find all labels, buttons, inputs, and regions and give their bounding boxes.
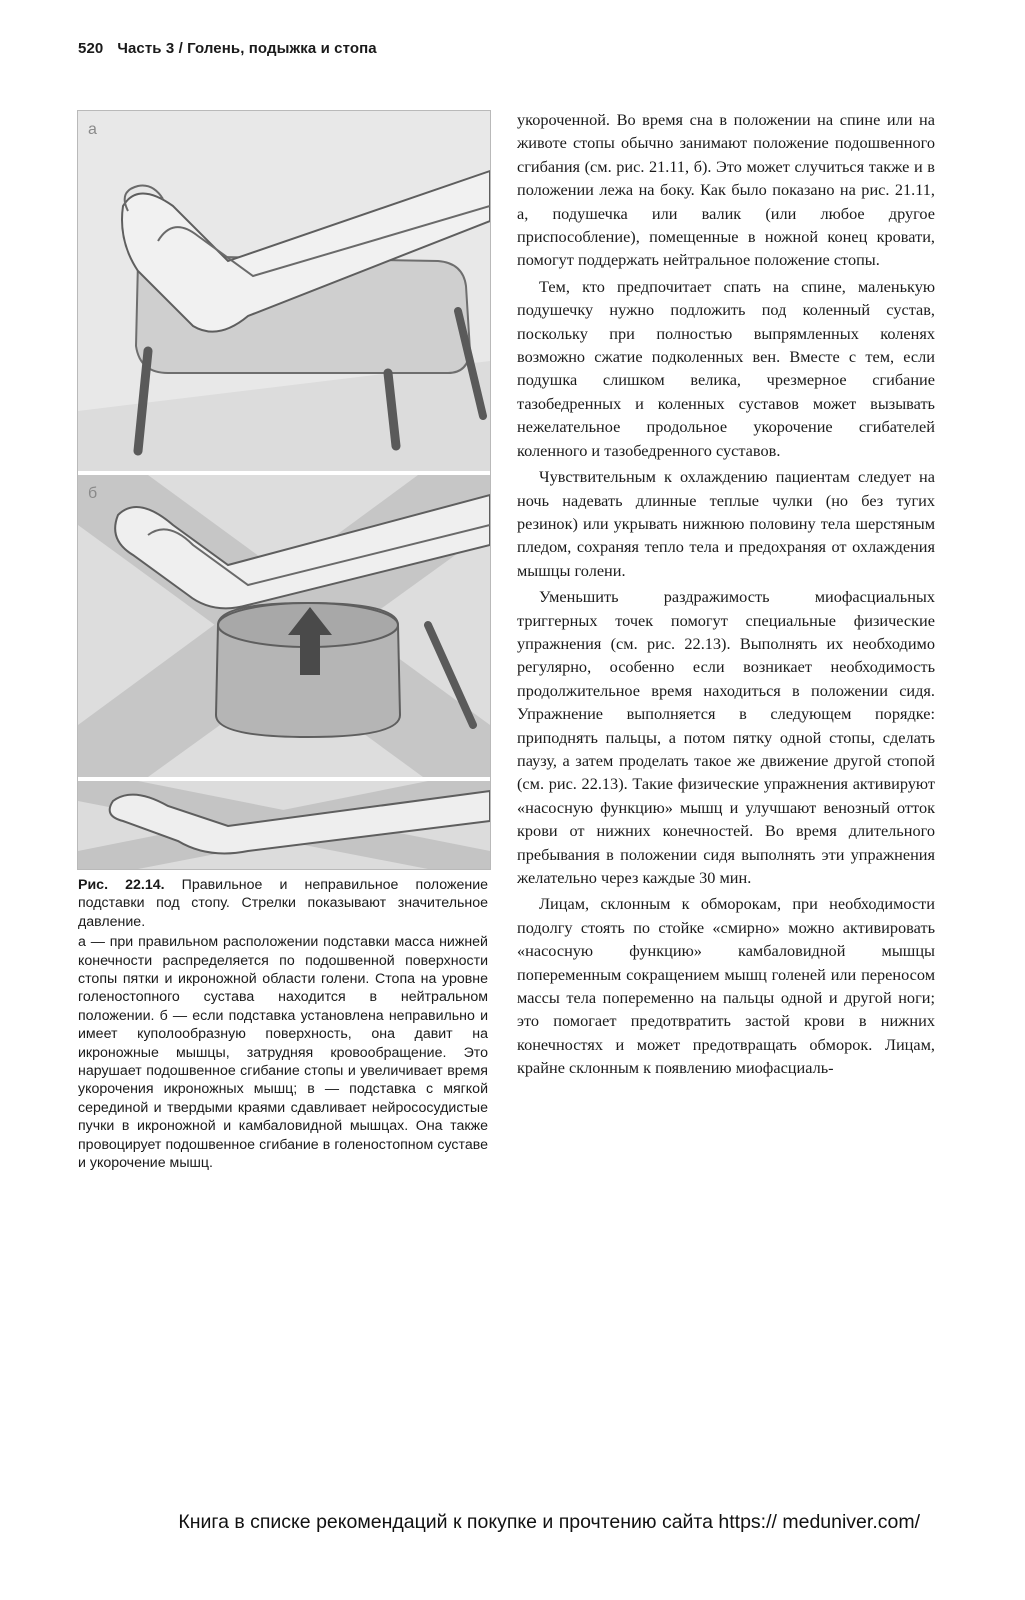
caption-intro: Правильное и неправильное положение подставки под стопу. Стрелки показывают значительное давление. [78, 877, 489, 930]
panel-label-a: а [88, 121, 97, 138]
paragraph: Лицам, склонным к обморокам, при необходимости подолгу стоять по стойке «смирно» можно активировать «насосную функцию» камбаловидной мышцы попеременным сокращением мышц голеней или переносом массы тела попеременно на пальцы одной и другой ноги; это помогает предотвратить застой крови в нижних конечностях и может предотвращать обморок. Лицам, крайне склонным к появлению миофасциаль- [517, 894, 935, 1078]
paragraph: Уменьшить раздражимость миофасциальных триггерных точек помогут специальные физические упражнения (см. рис. 22.13). Выполнять их необходимо регулярно, особенно если возникает необходимость продолжительное время находиться в положении сидя. Упражнение выполняется в следующем порядке: приподнять пальцы, а потом пятку одной стопы, сделать паузу, а затем проделать такое же движение другой стопой (см. рис. 22.13). Такие физические упражнения активируют «насосную функцию» мышц и улучшают венозный отток крови от нижних конечностей. Во время длительного пребывания в положении сидя выполнять эти упражнения желательно через каждые 30 мин. [517, 587, 935, 887]
figure-panel-b [78, 475, 490, 777]
text-column [517, 108, 935, 1083]
paragraph: Чувствительным к охлаждению пациентам следует на ночь надевать длинные теплые чулки (но без тугих резинок) или укрывать нижнюю половину тела шерстяным пледом, сохраняя тепло тела и предохраняя от охлаждения мышцы голени. [517, 467, 935, 580]
caption-body: а — при правильном расположении подставки масса нижней конечности распределяется по подошвенной поверхности стопы пятки и икроножной области голени. Стопа на уровне голеностопного сустава находится в нейтральном положении. б — если подставка установлена неправильно и имеет куполообразную поверхность, она давит на икроножные мышцы, затрудняя кровообращение. Это нарушает подошвенное сгибание стопы и увеличивает время укорочения икроножных мышц; в — подставка с мягкой серединой и твердыми краями сдавливает нейрососудистые пучки в икроножной и камбаловидной мышцах. Она также провоцирует подошвенное сгибание в голеностопном суставе и укорочение мышц. [78, 934, 488, 1172]
watermark-text: Книга в списке рекомендаций к покупке и прочтению сайта https:// meduniver.com/ [178, 1511, 920, 1533]
paragraph: Тем, кто предпочитает спать на спине, маленькую подушечку нужно подложить под коленный сустав, поскольку при полностью выпрямленных коленях возможно сжатие подколенных вен. Вместе с тем, если подушка слишком велика, чрезмерное сгибание тазобедренных и коленных суставов может вызывать нежелательное продольное укорочение сгибателей коленного и тазобедренного суставов. [517, 276, 935, 460]
legs-on-dome-cushion-illustration [78, 475, 490, 777]
figure-panel-a [78, 111, 490, 471]
running-title: Часть 3 / Голень, подыжка и стопа [117, 40, 377, 57]
legs-on-soft-ottoman-illustration [78, 781, 490, 869]
figure-panel-c [78, 781, 490, 869]
caption-title: Рис. 22.14. [78, 877, 165, 893]
figure-caption [78, 876, 488, 1175]
panel-label-b: б [88, 485, 98, 502]
page-header [78, 40, 377, 57]
paragraph: укороченной. Во время сна в положении на спине или на животе стопы обычно занимают положение подошвенного сгибания (см. рис. 21.11, б). Это может случиться также и в положении лежа на боку. Как было показано на рис. 21.11, а, подушечка или валик (или любое другое приспособление), помещенные в ножной конец кровати, помогут поддержать нейтральное положение стопы. [517, 110, 935, 270]
figure-22-14 [77, 110, 491, 870]
page-number: 520 [78, 40, 104, 57]
caption-heading [78, 876, 488, 931]
legs-on-ottoman-illustration [78, 111, 490, 471]
